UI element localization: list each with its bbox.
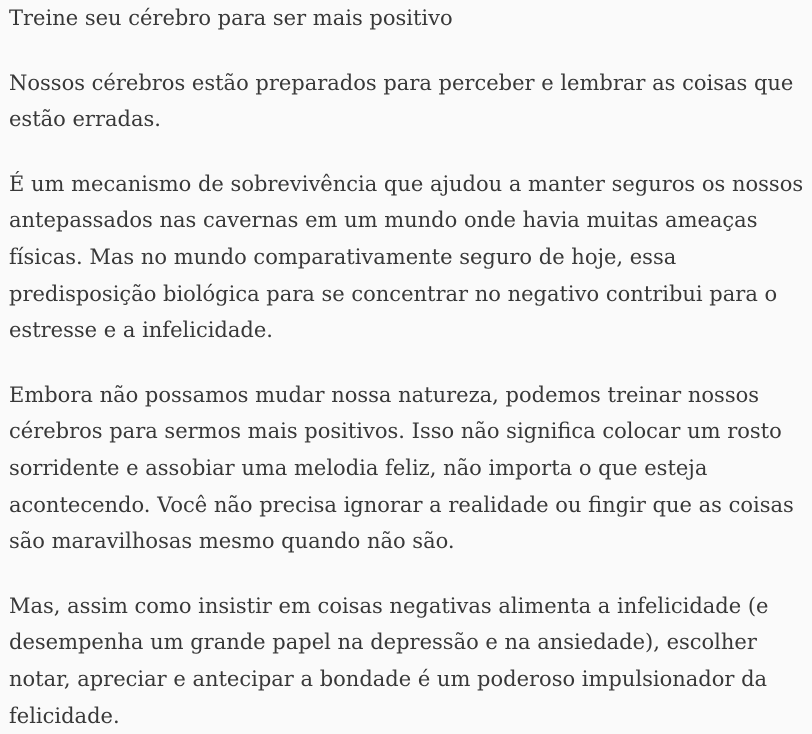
text-line: Nossos cérebros estão preparados para perceber e lembrar as coisas que [9,70,794,95]
article-paragraph [9,65,803,138]
text-line: notar, apreciar e antecipar a bondade é um poderoso impulsionador da [9,666,768,691]
article-title [9,0,803,37]
text-line: predisposição biológica para se concentrar no negativo contribui para o [9,281,778,306]
text-line: felicidade. [9,703,120,728]
text-line: desempenha um grande papel na depressão e na ansiedade), escolher [9,630,757,655]
text-line: Mas, assim como insistir em coisas negativas alimenta a infelicidade (e [9,593,769,618]
text-line: são maravilhosas mesmo quando não são. [9,529,455,554]
text-line: físicas. Mas no mundo comparativamente seguro de hoje, essa [9,244,677,269]
article-paragraph [9,377,803,560]
text-line: antepassados nas cavernas em um mundo onde havia muitas ameaças [9,208,758,233]
article-paragraph [9,166,803,349]
text-line: sorridente e assobiar uma melodia feliz, não importa o que esteja [9,455,708,480]
text-line: cérebros para sermos mais positivos. Isso não significa colocar um rosto [9,419,782,444]
text-line: acontecendo. Você não precisa ignorar a realidade ou fingir que as coisas [9,492,794,517]
text-line: Treine seu cérebro para ser mais positivo [9,6,453,30]
text-line: Embora não possamos mudar nossa natureza, podemos treinar nossos [9,382,760,407]
text-line: É um mecanismo de sobrevivência que ajudou a manter seguros os nossos [9,171,804,196]
article-paragraph [9,588,803,734]
text-line: estresse e a infelicidade. [9,318,273,343]
text-line: estão erradas. [9,107,161,132]
